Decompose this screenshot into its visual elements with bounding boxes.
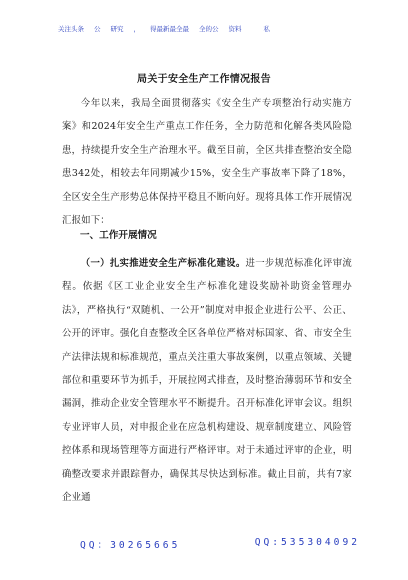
- intro-paragraph: 今年以来，我局全面贯彻落实《安全生产专项整治行动实施方案》和2024年安全生产重点工作任务，全力防范和化解各类风险隐患，持续提升安全生产治理水平。截至目前，全区共排查整治安全隐患342处，相较去年同期减少15%，安全生产事故率下降了18%，全区安全生产形势总体保持平稳且不断向好。现将具体工作开展情况汇报如下：: [62, 98, 352, 227]
- subsection-heading: （一）扎实推进安全生产标准化建设。: [80, 258, 246, 269]
- page-header: [58, 24, 358, 33]
- header-item: 资料: [228, 25, 242, 33]
- header-item: ，: [133, 25, 140, 33]
- subsection-body: 进一步规范标准化评审流程。依据《区工业企业安全生产标准化建设奖励补助资金管理办法》，严格执行“双随机、一公开”制度对申报企业进行公平、公正、公开的评审。强化自查整改全区各单位严格对标国家、省、市安全生产法律法规和标准规范，重点关注重大事故案例，以重点领域、关键部位和重要环节为抓手，开展拉网式排查，及时整治薄弱环节和安全漏洞，推动企业安全管理水平不断提升。召开标准化评审会议。组织专业评审人员，对申报企业在应急机构建设、规章制度建立、风险管控体系和现场管理等方面进行严格评审。对于未通过评审的企业，明确整改要求并跟踪督办，确保其尽快达到标准。截止目前，共有7家企业通: [62, 258, 353, 504]
- header-item: 全的公: [199, 25, 219, 33]
- footer-qq-2: QQ:535304092: [254, 537, 360, 548]
- page-footer: [80, 537, 360, 551]
- header-item: 研究: [110, 25, 124, 33]
- subsection-paragraph: [62, 252, 352, 509]
- document-title: 局关于安全生产工作情况报告: [137, 74, 271, 85]
- section-heading: 一、工作开展情况: [80, 230, 157, 241]
- footer-qq-1: QQ：30265665: [80, 540, 181, 551]
- header-item: 私: [263, 25, 270, 33]
- header-item: 公: [94, 25, 101, 33]
- header-item: 得最新最全最: [150, 25, 189, 33]
- header-item: 关注头条: [58, 25, 84, 33]
